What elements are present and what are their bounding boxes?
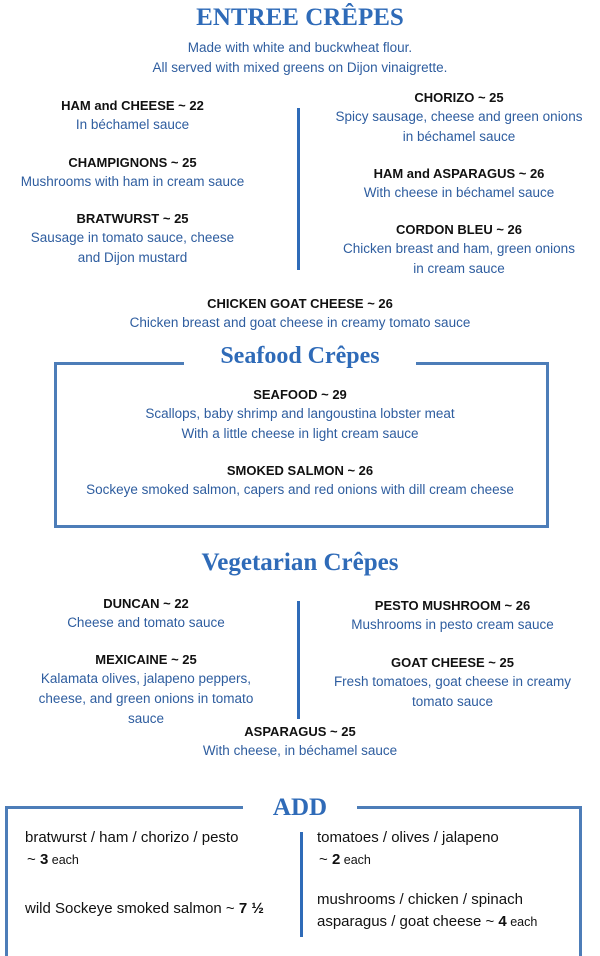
add-price-line: ~ 3 each bbox=[27, 851, 79, 868]
item-name: PESTO MUSHROOM ~ 26 bbox=[374, 598, 531, 613]
item-desc: In béchamel sauce bbox=[75, 117, 190, 132]
item-desc: Spicy sausage, cheese and green onions bbox=[335, 109, 583, 124]
menu-item-mexicaine bbox=[0, 651, 292, 729]
item-desc: cheese, and green onions in tomato bbox=[38, 691, 254, 706]
add-line: mushrooms / chicken / spinach bbox=[317, 891, 523, 908]
menu-item-pesto-mushroom bbox=[305, 597, 600, 635]
item-desc: With a little cheese in light cream sauce bbox=[181, 426, 419, 441]
item-desc: With cheese in béchamel sauce bbox=[363, 185, 555, 200]
item-desc: Chicken breast and ham, green onions bbox=[343, 241, 575, 256]
menu-item-bratwurst bbox=[0, 210, 265, 268]
item-name: GOAT CHEESE ~ 25 bbox=[391, 655, 514, 670]
entree-title: ENTREE CRÊPES bbox=[196, 4, 404, 31]
menu-item-cordon-bleu bbox=[318, 221, 600, 279]
item-desc: Chicken breast and goat cheese in creamy tomato sauce bbox=[129, 315, 471, 330]
menu-item-ham-cheese bbox=[0, 97, 265, 135]
menu-item-asparagus bbox=[0, 723, 600, 761]
menu-item-duncan bbox=[0, 595, 292, 633]
item-desc: With cheese, in béchamel sauce bbox=[202, 743, 398, 758]
menu-item-goat-cheese bbox=[305, 654, 600, 712]
item-desc: Mushrooms with ham in cream sauce bbox=[20, 174, 245, 189]
item-desc: in béchamel sauce bbox=[402, 129, 516, 144]
item-name: SMOKED SALMON ~ 26 bbox=[226, 463, 374, 478]
menu-item-chicken-goat-cheese bbox=[0, 295, 600, 333]
item-desc: and Dijon mustard bbox=[77, 250, 188, 265]
item-desc: Sockeye smoked salmon, capers and red onions with dill cream cheese bbox=[86, 482, 514, 497]
column-divider bbox=[297, 601, 300, 719]
add-line: tomatoes / olives / jalapeno bbox=[317, 829, 499, 846]
item-desc: Kalamata olives, jalapeno peppers, bbox=[40, 671, 252, 686]
item-desc: Sausage in tomato sauce, cheese bbox=[30, 230, 235, 245]
item-name: DUNCAN ~ 22 bbox=[103, 596, 189, 611]
item-desc: Mushrooms in pesto cream sauce bbox=[351, 617, 554, 632]
item-desc: in cream sauce bbox=[413, 261, 505, 276]
item-name: BRATWURST ~ 25 bbox=[76, 211, 189, 226]
item-name: ASPARAGUS ~ 25 bbox=[244, 724, 356, 739]
item-name: CHICKEN GOAT CHEESE ~ 26 bbox=[207, 296, 393, 311]
item-desc: Scallops, baby shrimp and langoustina lobster meat bbox=[145, 406, 455, 421]
intro-line: Made with white and buckwheat flour. bbox=[187, 40, 413, 55]
item-desc: Cheese and tomato sauce bbox=[67, 615, 225, 630]
menu-item-smoked-salmon bbox=[0, 462, 600, 500]
add-salmon: wild Sockeye smoked salmon ~ 7 ½ bbox=[25, 900, 264, 917]
item-name: HAM and CHEESE ~ 22 bbox=[61, 98, 204, 113]
column-divider bbox=[300, 832, 303, 937]
item-name: CORDON BLEU ~ 26 bbox=[395, 222, 523, 237]
intro-line: All served with mixed greens on Dijon vinaigrette. bbox=[152, 60, 448, 75]
item-desc: tomato sauce bbox=[411, 694, 494, 709]
item-name: CHAMPIGNONS ~ 25 bbox=[68, 155, 197, 170]
seafood-title: Seafood Crêpes bbox=[220, 343, 380, 369]
add-extras bbox=[317, 889, 597, 933]
menu-item-champignons bbox=[0, 154, 265, 192]
menu-item-chorizo bbox=[318, 89, 600, 147]
add-veggies bbox=[317, 827, 587, 871]
add-line: bratwurst / ham / chorizo / pesto bbox=[25, 829, 239, 846]
add-price-line: asparagus / goat cheese ~ 4 each bbox=[317, 913, 538, 930]
column-divider bbox=[297, 108, 300, 270]
add-meats bbox=[25, 827, 295, 871]
add-title: ADD bbox=[272, 794, 328, 821]
menu-item-ham-asparagus bbox=[318, 165, 600, 203]
item-desc: sauce bbox=[127, 711, 165, 726]
item-name: SEAFOOD ~ 29 bbox=[253, 387, 347, 402]
item-name: HAM and ASPARAGUS ~ 26 bbox=[373, 166, 545, 181]
vegetarian-title: Vegetarian Crêpes bbox=[201, 549, 399, 576]
menu-item-seafood bbox=[0, 386, 600, 444]
entree-intro bbox=[0, 38, 600, 78]
item-desc: Fresh tomatoes, goat cheese in creamy bbox=[333, 674, 572, 689]
add-price-line: ~ 2 each bbox=[319, 851, 371, 868]
item-name: MEXICAINE ~ 25 bbox=[95, 652, 197, 667]
item-name: CHORIZO ~ 25 bbox=[414, 90, 504, 105]
